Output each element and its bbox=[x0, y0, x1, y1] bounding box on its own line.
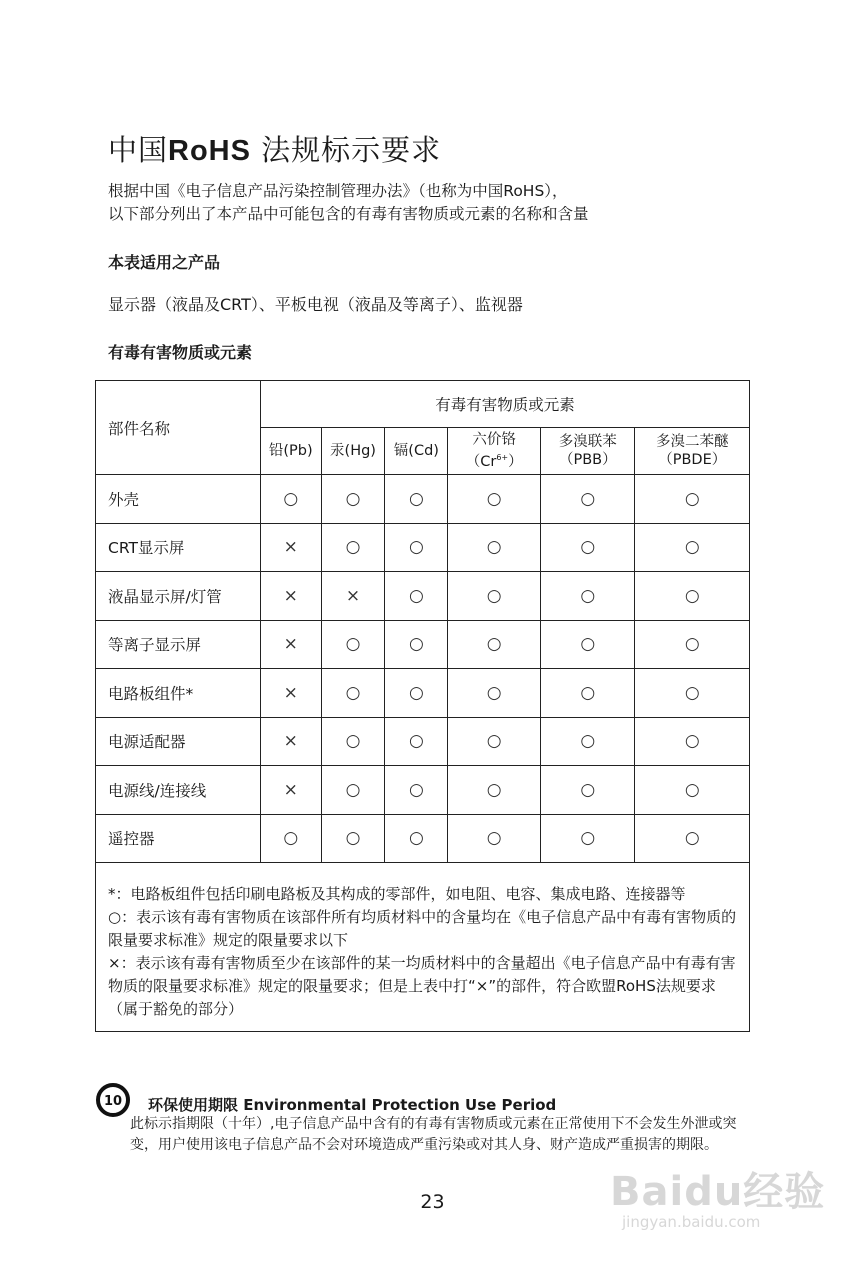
substance-mark-cell: ○ bbox=[635, 766, 750, 815]
part-name-cell: 等离子显示屏 bbox=[96, 620, 261, 669]
substance-mark-cell: ○ bbox=[261, 814, 322, 863]
substance-mark-cell: ○ bbox=[321, 620, 385, 669]
table-row bbox=[96, 620, 750, 669]
table-row bbox=[96, 814, 750, 863]
substance-column-header bbox=[261, 428, 322, 475]
substance-mark-cell: × bbox=[261, 766, 322, 815]
epup-body: 此标示指期限（十年）,电子信息产品中含有的有毒有害物质或元素在正常使用下不会发生外泄或突变，用户使用该电子信息产品不会对环境造成严重污染或对其人身、财产造成严重损害的期限。 bbox=[130, 1116, 737, 1153]
table-row bbox=[96, 717, 750, 766]
substance-mark-cell: × bbox=[261, 717, 322, 766]
substance-mark-cell: ○ bbox=[541, 475, 635, 524]
substance-mark-cell: ○ bbox=[385, 669, 448, 718]
table-row bbox=[96, 475, 750, 524]
substance-column-header bbox=[635, 428, 750, 475]
substance-mark-cell: ○ bbox=[321, 669, 385, 718]
substance-symbol: $(Cr^{6+})$ bbox=[465, 453, 523, 470]
intro-paragraph bbox=[108, 180, 768, 226]
table-row bbox=[96, 572, 750, 621]
substance-mark-cell: ○ bbox=[541, 669, 635, 718]
substance-mark-cell: ○ bbox=[541, 766, 635, 815]
substances-heading: 有毒有害物质或元素 bbox=[108, 343, 253, 362]
substance-column-header bbox=[541, 428, 635, 475]
substance-name: 多溴二苯醚 bbox=[655, 434, 729, 450]
substance-mark-cell: ○ bbox=[635, 717, 750, 766]
epup-10-icon bbox=[95, 1082, 131, 1118]
substance-name: 镉(Cd) bbox=[393, 443, 439, 459]
watermark-logo: Baidu经验 bbox=[610, 1169, 826, 1215]
substances-group-header: 有毒有害物质或元素 bbox=[261, 381, 750, 428]
substance-name: 铅(Pb) bbox=[268, 443, 313, 459]
part-name-cell: CRT显示屏 bbox=[96, 523, 261, 572]
substance-mark-cell: × bbox=[261, 523, 322, 572]
note-circle: ○：表示该有毒有害物质在该部件所有均质材料中的含量均在《电子信息产品中有毒有害物质的限量要求标准》规定的限量要求以下 bbox=[108, 908, 737, 949]
substance-mark-cell: ○ bbox=[635, 572, 750, 621]
substance-mark-cell: ○ bbox=[385, 717, 448, 766]
substance-mark-cell: ○ bbox=[635, 523, 750, 572]
substance-mark-cell: ○ bbox=[541, 523, 635, 572]
substance-name: 六价铬 bbox=[472, 432, 516, 449]
substance-column-header bbox=[321, 428, 385, 475]
substance-mark-cell: ○ bbox=[261, 475, 322, 524]
watermark-url: jingyan.baidu.com bbox=[622, 1213, 761, 1231]
substance-symbol: （PBDE） bbox=[658, 452, 727, 468]
substance-mark-cell: ○ bbox=[385, 523, 448, 572]
table-row bbox=[96, 669, 750, 718]
substance-column-header bbox=[448, 428, 541, 475]
substance-mark-cell: ○ bbox=[541, 814, 635, 863]
note-asterisk: *：电路板组件包括印刷电路板及其构成的零部件，如电阻、电容、集成电路、连接器等 bbox=[108, 885, 686, 903]
substance-name: 多溴联苯 bbox=[558, 434, 617, 450]
substance-mark-cell: ○ bbox=[635, 620, 750, 669]
substance-mark-cell: ○ bbox=[448, 669, 541, 718]
products-list: 显示器（液晶及CRT）、平板电视（液晶及等离子）、监视器 bbox=[108, 295, 523, 314]
part-name-cell: 电路板组件* bbox=[96, 669, 261, 718]
substance-mark-cell: ○ bbox=[448, 814, 541, 863]
intro-line-2: 以下部分列出了本产品中可能包含的有毒有害物质或元素的名称和含量 bbox=[108, 205, 589, 223]
substance-mark-cell: ○ bbox=[321, 475, 385, 524]
substance-mark-cell: ○ bbox=[321, 523, 385, 572]
substance-mark-cell: ○ bbox=[321, 814, 385, 863]
substance-mark-cell: ○ bbox=[448, 717, 541, 766]
intro-line-1: 根据中国《电子信息产品污染控制管理办法》（也称为中国RoHS）， bbox=[108, 182, 568, 200]
substance-mark-cell: ○ bbox=[541, 572, 635, 621]
substance-mark-cell: ○ bbox=[541, 717, 635, 766]
epup-title: 环保使用期限 Environmental Protection Use Period bbox=[148, 1096, 557, 1114]
substance-mark-cell: × bbox=[321, 572, 385, 621]
page-title: 中国RoHS 法规标示要求 bbox=[108, 133, 442, 167]
substance-mark-cell: ○ bbox=[635, 669, 750, 718]
substance-mark-cell: ○ bbox=[385, 475, 448, 524]
note-cross: ×：表示该有毒有害物质至少在该部件的某一均质材料中的含量超出《电子信息产品中有毒有害物质的限量要求标准》规定的限量要求；但是上表中打“×”的部件，符合欧盟RoHS法规要求（属于豁免的部分） bbox=[108, 954, 736, 1018]
substance-mark-cell: ○ bbox=[321, 717, 385, 766]
applicable-products-heading: 本表适用之产品 bbox=[108, 253, 221, 272]
part-name-cell: 液晶显示屏/灯管 bbox=[96, 572, 261, 621]
substance-mark-cell: × bbox=[261, 620, 322, 669]
substance-mark-cell: ○ bbox=[385, 572, 448, 621]
substance-mark-cell: ○ bbox=[448, 523, 541, 572]
substance-mark-cell: ○ bbox=[541, 620, 635, 669]
substance-name: 汞(Hg) bbox=[330, 443, 376, 459]
part-name-header: 部件名称 bbox=[96, 381, 261, 475]
table-notes bbox=[96, 863, 750, 1032]
part-name-cell: 外壳 bbox=[96, 475, 261, 524]
table-row bbox=[96, 523, 750, 572]
substance-mark-cell: ○ bbox=[635, 475, 750, 524]
substance-mark-cell: ○ bbox=[385, 814, 448, 863]
part-name-cell: 电源适配器 bbox=[96, 717, 261, 766]
part-name-cell: 遥控器 bbox=[96, 814, 261, 863]
substance-mark-cell: × bbox=[261, 572, 322, 621]
substance-column-header bbox=[385, 428, 448, 475]
substance-mark-cell: ○ bbox=[385, 620, 448, 669]
substance-mark-cell: × bbox=[261, 669, 322, 718]
epup-icon-label: 10 bbox=[103, 1094, 123, 1109]
baidu-watermark bbox=[610, 1160, 840, 1260]
substance-mark-cell: ○ bbox=[321, 766, 385, 815]
substance-mark-cell: ○ bbox=[448, 620, 541, 669]
substance-mark-cell: ○ bbox=[385, 766, 448, 815]
table-row bbox=[96, 766, 750, 815]
substance-symbol: （PBB） bbox=[558, 452, 617, 468]
part-name-cell: 电源线/连接线 bbox=[96, 766, 261, 815]
substance-mark-cell: ○ bbox=[448, 572, 541, 621]
substance-mark-cell: ○ bbox=[448, 766, 541, 815]
page-number: 23 bbox=[420, 1191, 445, 1213]
substance-mark-cell: ○ bbox=[448, 475, 541, 524]
substance-mark-cell: ○ bbox=[635, 814, 750, 863]
table-body bbox=[96, 475, 750, 863]
rohs-table bbox=[95, 380, 750, 1032]
